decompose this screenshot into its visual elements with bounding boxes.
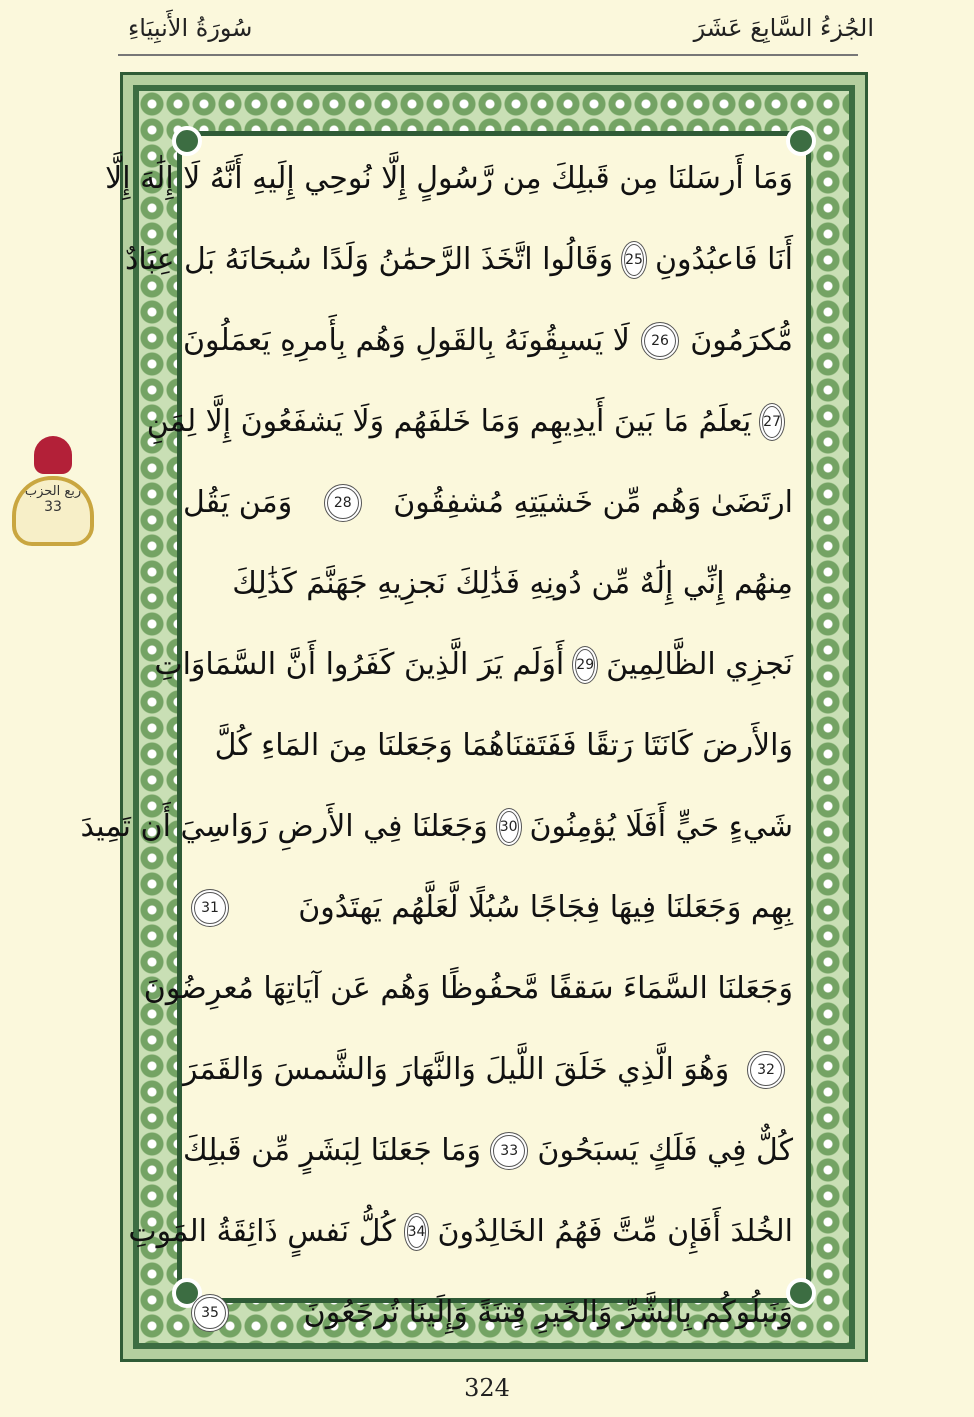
verse-text: وَمَا أَرسَلنَا مِن قَبلِكَ مِن رَّسُولٍ إِلَّا نُوحِي إِلَيهِ أَنَّهُ لَا إِلَٰهَ إِلَّا [105,161,793,196]
verse-text: وَمَن يَقُل [183,485,293,520]
verse-text: كُلٌّ فِي فَلَكٍ يَسبَحُونَ [537,1133,793,1168]
hizb-ornament-icon [34,436,72,474]
hizb-number: 33 [44,499,62,515]
verse-text: مُّكرَمُونَ [690,323,793,358]
verse-text: لَا يَسبِقُونَهُ بِالقَولِ وَهُم بِأَمرِهِ يَعمَلُونَ [183,323,630,358]
verse-number-marker: 35 [191,1294,229,1332]
header-rule [118,54,858,56]
verse-number-marker: 28 [324,484,362,522]
verse-number-marker: 25 [621,241,647,279]
verse-text: وَمَا جَعَلنَا لِبَشَرٍ مِّن قَبلِكَ [183,1133,482,1168]
verse-text: شَيءٍ حَيٍّ أَفَلَا يُؤمِنُونَ [529,809,793,844]
quran-text [80,138,793,1330]
text-line [146,381,793,462]
text-line [143,948,793,1029]
verse-text: نَجزِي الظَّالِمِينَ [606,647,793,682]
verse-number-marker: 26 [641,322,679,360]
text-line [80,786,793,867]
verse-text: أَوَلَم يَرَ الَّذِينَ كَفَرُوا أَنَّ السَّمَاوَاتِ [154,647,565,682]
juz-name: الجُزءُ السَّابِعَ عَشَرَ [693,14,874,42]
surah-name: سُورَةُ الأَنبِيَاءِ [128,14,253,42]
hizb-label: ربع الحزب [24,484,82,499]
verse-text: وَجَعَلنَا فِي الأَرضِ رَوَاسِيَ أَن تَمِيدَ [80,809,488,844]
text-line [183,1029,793,1110]
verse-text: وَجَعَلنَا السَّمَاءَ سَقفًا مَّحفُوظًا وَهُم عَن آيَاتِهَا مُعرِضُونَ [143,971,793,1006]
text-line [183,1110,793,1191]
verse-number-marker: 32 [747,1051,785,1089]
text-line [183,300,793,381]
verse-text: مِنهُم إِنِّي إِلَٰهٌ مِّن دُونِهِ فَذَٰلِكَ نَجزِيهِ جَهَنَّمَ كَذَٰلِكَ [232,566,793,601]
text-line [183,1272,793,1353]
verse-number-marker: 34 [404,1213,430,1251]
hizb-marker [12,436,94,546]
verse-number-marker: 31 [191,889,229,927]
verse-text: بِهِم وَجَعَلنَا فِيهَا فِجَاجًا سُبُلًا لَّعَلَّهُم يَهتَدُونَ [298,890,793,925]
text-line [183,462,793,543]
verse-number-marker: 30 [496,808,522,846]
verse-text: وَقَالُوا اتَّخَذَ الرَّحمَٰنُ وَلَدًا سُبحَانَهُ بَل عِبَادٌ [125,242,614,277]
text-line [105,138,793,219]
verse-number-marker: 29 [572,646,598,684]
verse-text: وَنَبلُوكُم بِالشَّرِّ وَالخَيرِ فِتنَةً وَإِلَينَا تُرجَعُونَ [303,1295,793,1330]
verse-text: وَالأَرضَ كَانَتَا رَتقًا فَفَتَقنَاهُمَا وَجَعَلنَا مِنَ المَاءِ كُلَّ [214,728,793,763]
text-line [154,624,793,705]
verse-text: ارتَضَىٰ وَهُم مِّن خَشيَتِهِ مُشفِقُونَ [393,485,793,520]
verse-text: الخُلدَ أَفَإِن مِّتَّ فَهُمُ الخَالِدُونَ [437,1214,793,1249]
page-number: 324 [464,1374,510,1402]
verse-text: وَهُوَ الَّذِي خَلَقَ اللَّيلَ وَالنَّهَارَ وَالشَّمسَ وَالقَمَرَ [183,1052,730,1087]
text-line [128,1191,793,1272]
text-line [125,219,793,300]
text-line [183,543,793,624]
verse-number-marker: 33 [490,1132,528,1170]
verse-text: يَعلَمُ مَا بَينَ أَيدِيهِم وَمَا خَلفَهُم وَلَا يَشفَعُونَ إِلَّا لِمَنِ [146,404,752,439]
hizb-medallion [12,476,94,546]
text-line [183,705,793,786]
text-line [183,867,793,948]
verse-text: أَنَا فَاعبُدُونِ [654,242,793,277]
verse-text: كُلُّ نَفسٍ ذَائِقَةُ المَوتِ [128,1214,396,1249]
verse-number-marker: 27 [759,403,785,441]
